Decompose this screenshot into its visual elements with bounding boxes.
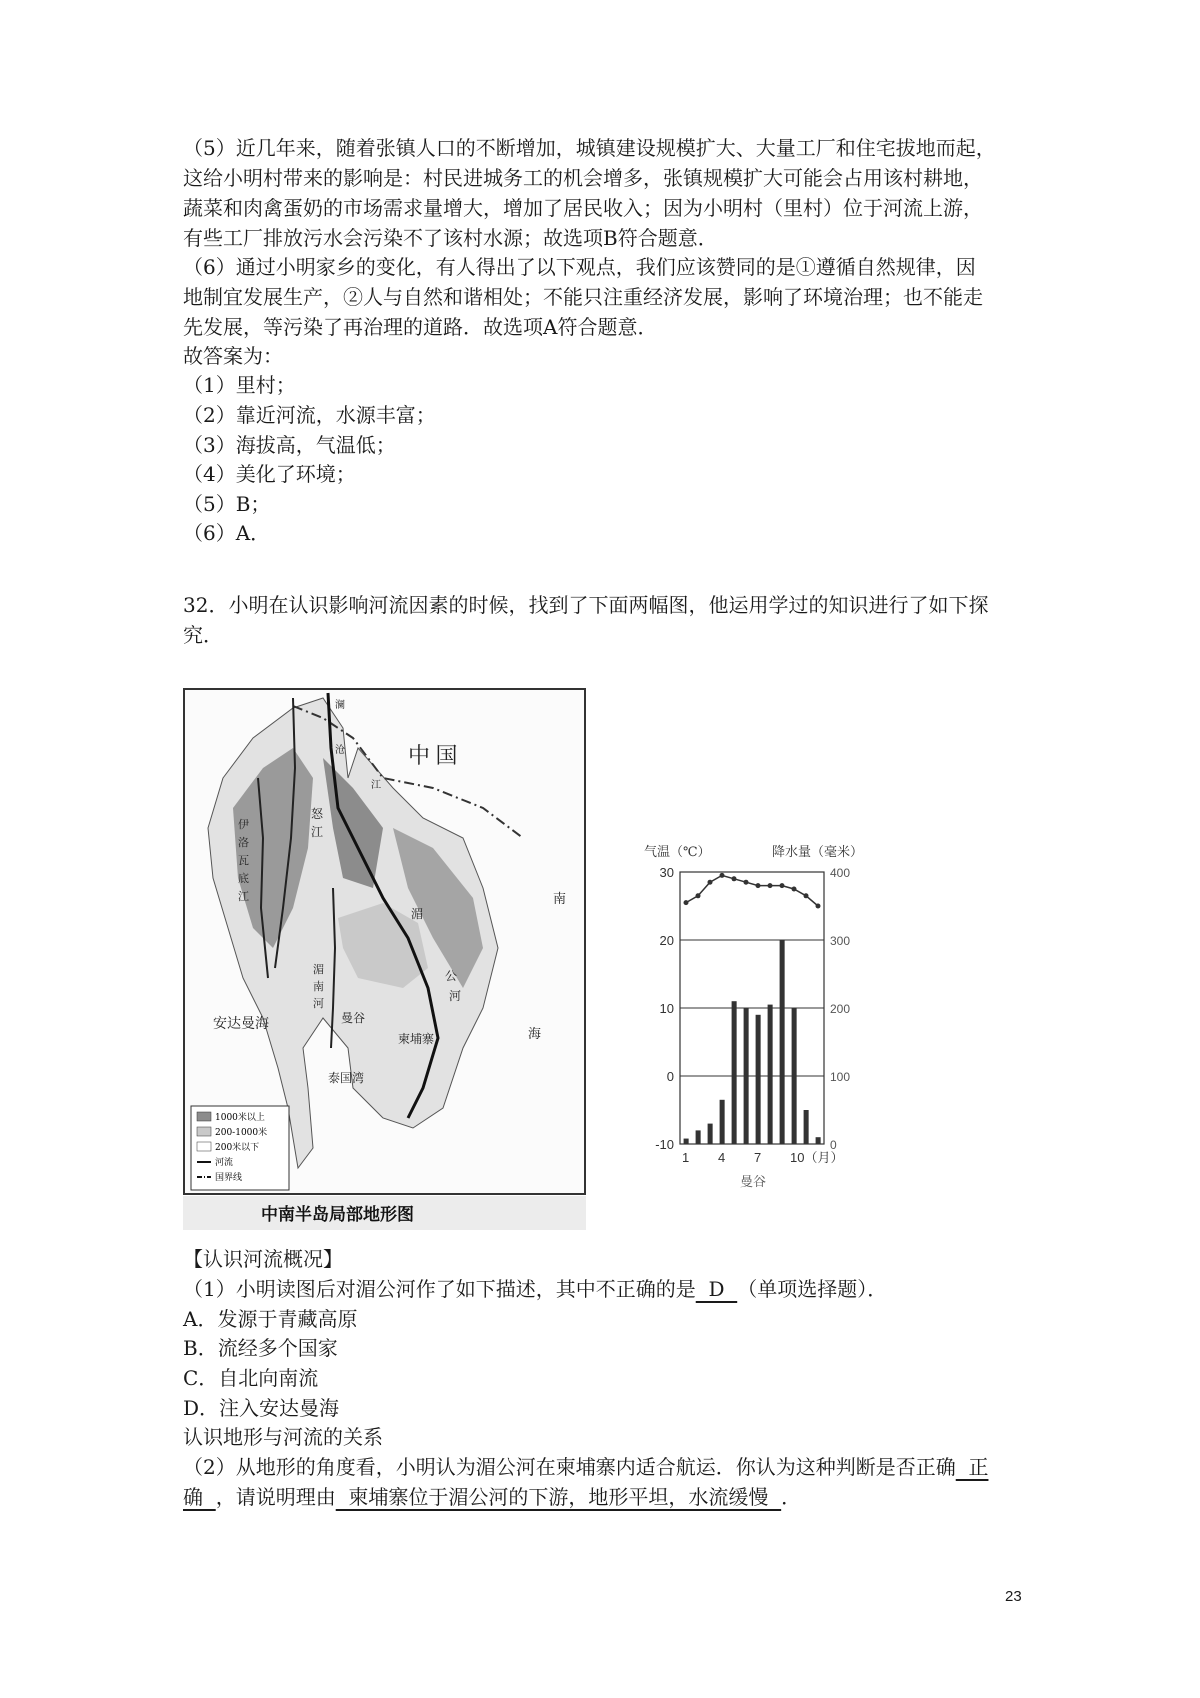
question-1-suffix: （单项选择题）． [737,1277,888,1301]
option-d: D．注入安达曼海 [183,1396,340,1420]
x-axis-tick-label: 1 [682,1150,690,1165]
legend-label: 国界线 [215,1173,243,1183]
question-1-answer: D [695,1277,738,1301]
label-chao-phraya: 湄 [313,963,324,976]
question-2-end: ． [781,1485,802,1509]
precipitation-bar [696,1130,701,1144]
section-heading: 认识地形与河流的关系 [183,1425,383,1449]
paragraph-5-line: 蔬菜和肉禽蛋奶的市场需求量增大，增加了居民收入；因为小明村（里村）位于河流上游， [183,196,983,220]
precipitation-bar [684,1139,689,1144]
x-axis-tick-label: 7 [754,1150,762,1165]
temperature-point [732,876,737,881]
paragraph-6-line: （6）通过小明家乡的变化，有人得出了以下观点，我们应该赞同的是①遵循自然规律，因 [183,255,976,279]
question-2-answer-2: 柬埔寨位于湄公河的下游，地形平坦，水流缓慢 [335,1485,782,1509]
label-south-sea: 南 [553,892,567,907]
left-axis-tick-label: 30 [659,865,674,880]
temperature-point [816,904,821,909]
left-axis-tick-label: -10 [655,1137,674,1152]
question-1-prefix: （1）小明读图后对湄公河作了如下描述，其中不正确的是 [183,1277,696,1301]
temperature-point [744,880,749,885]
paragraph-5-line: 有些工厂排放污水会污染不了该村水源；故选项B符合题意． [183,226,718,250]
right-axis-tick-label: 400 [830,866,851,880]
section-heading: 【认识河流概况】 [183,1247,343,1271]
legend-label: 200-1000米 [215,1128,268,1138]
question-2-answer-1: 正 [955,1455,989,1479]
label-andaman-sea: 安达曼海 [213,1016,269,1032]
temperature-point [804,893,809,898]
label-mekong: 湄 [411,907,424,921]
paragraph-6-line: 先发展，等污染了再治理的道路．故选项A符合题意． [183,315,658,339]
question-32-stem: 32．小明在认识影响河流因素的时候，找到了下面两幅图，他运用学过的知识进行了如下探 [183,593,989,617]
precipitation-bar [768,1005,773,1144]
question-1 [183,1274,887,1304]
precipitation-bar [708,1124,713,1144]
label-mekong: 河 [449,989,462,1003]
label-lancang: 沧 [335,745,345,756]
label-irrawaddy: 江 [238,890,249,903]
left-axis-tick-label: 0 [666,1069,674,1084]
bangkok-climate-chart [632,832,872,1217]
precipitation-bar [720,1100,725,1144]
precipitation-bar [744,1008,749,1144]
temperature-point [696,893,701,898]
paragraph-5-line: （5）近几年来，随着张镇人口的不断增加，城镇建设规模扩大、大量工厂和住宅拔地而起， [183,136,996,160]
temperature-line [686,875,818,906]
label-bangkok: 曼谷 [341,1011,366,1025]
left-axis-label: 气温（℃） [644,845,711,860]
left-axis-tick-label: 10 [659,1001,674,1016]
label-china: 中 国 [408,743,458,768]
option-b: B．流经多个国家 [183,1336,338,1360]
label-chao-phraya: 河 [313,997,324,1010]
label-cambodia: 柬埔寨 [398,1032,435,1046]
right-axis-tick-label: 300 [830,934,851,948]
precipitation-bar [816,1137,821,1144]
x-axis-tick-label: 4 [718,1150,726,1165]
precipitation-bar [732,1001,737,1144]
right-axis-tick-label: 200 [830,1002,851,1016]
temperature-point [768,883,773,888]
question-2-prefix: （2）从地形的角度看，小明认为湄公河在柬埔寨内适合航运．你认为这种判断是否正确 [183,1455,956,1479]
legend-label: 200米以下 [215,1143,260,1153]
label-irrawaddy: 洛 [238,836,249,849]
answer-intro: 故答案为： [183,344,283,368]
page-number: 23 [1005,1588,1022,1605]
answer-item: （5）B； [183,492,271,516]
label-sea: 海 [528,1027,542,1042]
question-2-line [183,1482,801,1512]
right-axis-tick-label: 100 [830,1070,851,1084]
label-irrawaddy: 伊 [238,818,249,831]
right-axis-tick-label: 0 [830,1138,837,1152]
answer-item: （2）靠近河流，水源丰富； [183,403,436,427]
indochina-terrain-map [183,688,586,1230]
temperature-point [780,883,785,888]
legend-label: 河流 [215,1158,234,1168]
x-axis-tick-label: 10（月） [790,1150,844,1165]
label-chao-phraya: 南 [313,980,324,993]
precipitation-bar [780,940,785,1144]
question-2-line [183,1452,988,1482]
x-axis-label: 曼谷 [740,1175,767,1190]
label-lancang: 江 [371,780,381,791]
answer-item: （1）里村； [183,373,296,397]
label-mekong: 公 [445,969,458,983]
paragraph-5-line: 这给小明村带来的影响是：村民进城务工的机会增多，张镇规模扩大可能会占用该村耕地， [183,166,983,190]
paragraph-6-line: 地制宜发展生产，②人与自然和谐相处；不能只注重经济发展，影响了环境治理；也不能走 [183,285,983,309]
question-2-mid: ，请说明理由 [215,1485,336,1509]
precipitation-bar [804,1110,809,1144]
question-32-stem: 究． [183,623,223,647]
label-gulf-of-thailand: 泰国湾 [328,1071,365,1085]
label-nu-river: 江 [311,825,324,839]
temperature-point [720,873,725,878]
label-irrawaddy: 瓦 [238,854,249,867]
legend-label: 1000米以上 [215,1113,265,1123]
map-legend [191,1106,289,1190]
label-irrawaddy: 底 [238,872,249,885]
label-lancang: 澜 [335,700,345,711]
option-a: A．发源于青藏高原 [183,1307,358,1331]
right-axis-label: 降水量（毫米） [772,845,864,860]
label-nu-river: 怒 [311,807,324,821]
answer-item: （4）美化了环境； [183,462,356,486]
temperature-point [792,887,797,892]
option-c: C．自北向南流 [183,1366,319,1390]
left-axis-tick-label: 20 [659,933,674,948]
answer-item: （3）海拔高，气温低； [183,433,396,457]
answer-item: （6）A． [183,521,271,545]
temperature-point [684,900,689,905]
temperature-point [756,883,761,888]
precipitation-bar [792,1008,797,1144]
question-2-answer-1: 确 [183,1485,216,1509]
map-title: 中南半岛局部地形图 [261,1205,414,1225]
precipitation-bar [756,1015,761,1144]
temperature-point [708,880,713,885]
